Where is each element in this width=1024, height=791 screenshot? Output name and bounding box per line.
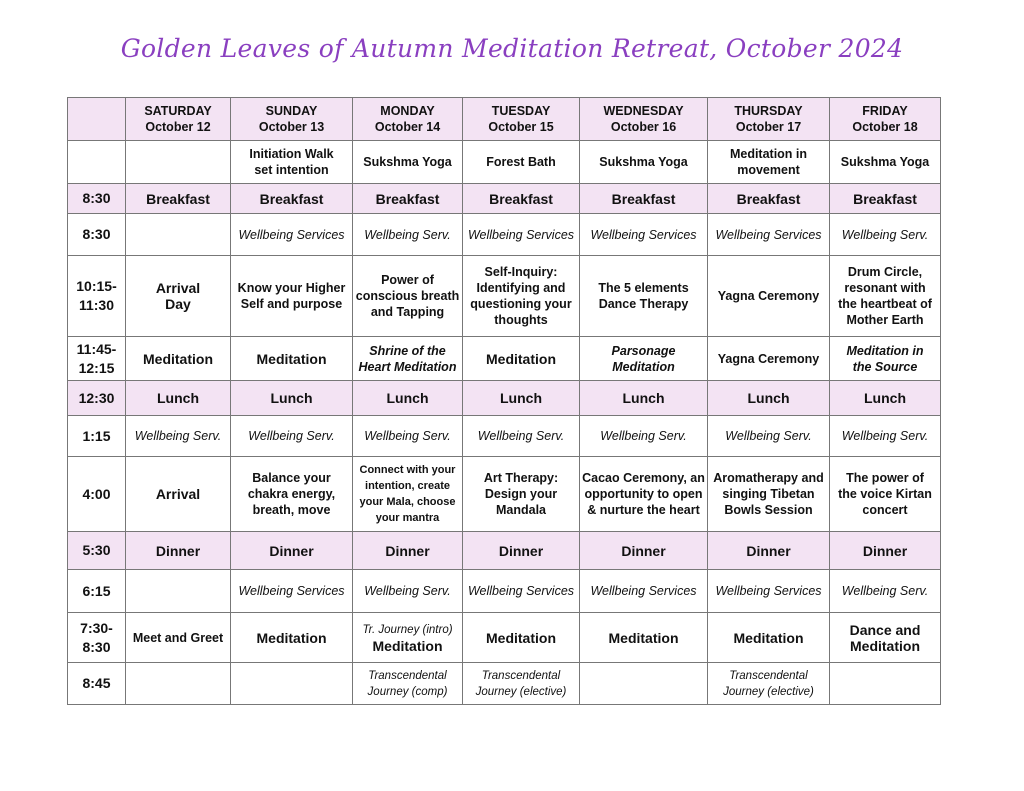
- activity-cell: [126, 570, 231, 613]
- activity-cell: Wellbeing Serv.: [580, 416, 708, 457]
- table-row: [68, 532, 941, 570]
- activity-cell: Transcendental Journey (comp): [353, 663, 463, 705]
- day-header-cell: MONDAY October 14: [353, 98, 463, 141]
- activity-cell: [353, 613, 463, 663]
- time-cell: 6:15: [68, 570, 126, 613]
- table-row: [68, 184, 941, 214]
- activity-cell: Wellbeing Services: [231, 570, 353, 613]
- activity-cell: Dinner: [708, 532, 830, 570]
- activity-cell: [580, 663, 708, 705]
- table-row: [68, 141, 941, 184]
- activity-cell: Forest Bath: [463, 141, 580, 184]
- activity-cell: Power of conscious breath and Tapping: [353, 256, 463, 337]
- table-row: [68, 214, 941, 256]
- activity-cell: [126, 663, 231, 705]
- activity-cell: Wellbeing Serv.: [830, 570, 941, 613]
- activity-cell: Cacao Ceremony, an opportunity to open & nurture the heart: [580, 457, 708, 532]
- activity-cell: Meet and Greet: [126, 613, 231, 663]
- table-row: [68, 256, 941, 337]
- day-header-cell: SATURDAY October 12: [126, 98, 231, 141]
- activity-cell: Aromatherapy and singing Tibetan Bowls Session: [708, 457, 830, 532]
- activity-cell: Arrival Day: [126, 256, 231, 337]
- activity-cell: Wellbeing Services: [580, 570, 708, 613]
- activity-cell: Wellbeing Services: [463, 570, 580, 613]
- activity-cell: Lunch: [353, 381, 463, 416]
- table-row: [68, 381, 941, 416]
- activity-cell: [231, 663, 353, 705]
- schedule-table: [67, 97, 941, 705]
- table-row: [68, 416, 941, 457]
- activity-cell: Breakfast: [353, 184, 463, 214]
- day-header-cell: TUESDAY October 15: [463, 98, 580, 141]
- activity-cell: Dance and Meditation: [830, 613, 941, 663]
- activity-cell: Wellbeing Serv.: [353, 570, 463, 613]
- time-cell: [68, 141, 126, 184]
- time-cell: 4:00: [68, 457, 126, 532]
- activity-cell: Meditation: [708, 613, 830, 663]
- activity-cell: Lunch: [231, 381, 353, 416]
- activity-cell: Transcendental Journey (elective): [708, 663, 830, 705]
- activity-cell: Dinner: [830, 532, 941, 570]
- activity-cell: Parsonage Meditation: [580, 337, 708, 381]
- activity-cell: Breakfast: [830, 184, 941, 214]
- activity-cell: Dinner: [353, 532, 463, 570]
- activity-cell: The 5 elements Dance Therapy: [580, 256, 708, 337]
- table-row: [68, 613, 941, 663]
- time-cell: 10:15- 11:30: [68, 256, 126, 337]
- activity-cell: Connect with your intention, create your Mala, choose your mantra: [353, 457, 463, 532]
- time-cell: 8:45: [68, 663, 126, 705]
- activity-cell: Wellbeing Serv.: [708, 416, 830, 457]
- activity-cell: Yagna Ceremony: [708, 256, 830, 337]
- activity-cell: Breakfast: [580, 184, 708, 214]
- time-cell: 12:30: [68, 381, 126, 416]
- activity-text: Tr. Journey (intro): [362, 623, 453, 636]
- activity-cell: Meditation: [126, 337, 231, 381]
- activity-cell: Lunch: [708, 381, 830, 416]
- activity-cell: Wellbeing Services: [231, 214, 353, 256]
- time-cell: 7:30- 8:30: [68, 613, 126, 663]
- activity-cell: Wellbeing Serv.: [231, 416, 353, 457]
- activity-cell: Lunch: [580, 381, 708, 416]
- table-row: [68, 570, 941, 613]
- activity-cell: Meditation: [580, 613, 708, 663]
- activity-cell: Wellbeing Serv.: [126, 416, 231, 457]
- activity-cell: Meditation: [463, 613, 580, 663]
- activity-cell: Wellbeing Services: [463, 214, 580, 256]
- table-row: [68, 663, 941, 705]
- activity-cell: [126, 141, 231, 184]
- activity-cell: Meditation in the Source: [830, 337, 941, 381]
- activity-cell: Balance your chakra energy, breath, move: [231, 457, 353, 532]
- activity-cell: Lunch: [126, 381, 231, 416]
- activity-cell: Initiation Walk set intention: [231, 141, 353, 184]
- day-header-cell: WEDNESDAY October 16: [580, 98, 708, 141]
- activity-cell: Wellbeing Serv.: [463, 416, 580, 457]
- activity-cell: Meditation: [463, 337, 580, 381]
- time-cell: 8:30: [68, 184, 126, 214]
- activity-cell: Arrival: [126, 457, 231, 532]
- activity-cell: Lunch: [463, 381, 580, 416]
- time-cell: 11:45- 12:15: [68, 337, 126, 381]
- activity-cell: Art Therapy: Design your Mandala: [463, 457, 580, 532]
- time-cell: 5:30: [68, 532, 126, 570]
- activity-cell: Transcendental Journey (elective): [463, 663, 580, 705]
- activity-cell: Self-Inquiry: Identifying and questioning your thoughts: [463, 256, 580, 337]
- table-row: [68, 337, 941, 381]
- activity-cell: Sukshma Yoga: [580, 141, 708, 184]
- time-cell: 1:15: [68, 416, 126, 457]
- day-header-cell: SUNDAY October 13: [231, 98, 353, 141]
- page-title: Golden Leaves of Autumn Meditation Retreat, October 2024: [120, 34, 904, 63]
- activity-cell: Know your Higher Self and purpose: [231, 256, 353, 337]
- activity-cell: Wellbeing Serv.: [830, 416, 941, 457]
- activity-cell: Dinner: [126, 532, 231, 570]
- activity-cell: Breakfast: [126, 184, 231, 214]
- activity-cell: Wellbeing Serv.: [830, 214, 941, 256]
- activity-cell: Lunch: [830, 381, 941, 416]
- activity-cell: Wellbeing Services: [580, 214, 708, 256]
- activity-cell: [126, 214, 231, 256]
- activity-cell: [830, 663, 941, 705]
- activity-text: Meditation: [372, 637, 443, 654]
- activity-cell: Breakfast: [231, 184, 353, 214]
- header-row: [68, 98, 941, 141]
- day-header-cell: [68, 98, 126, 141]
- activity-cell: The power of the voice Kirtan concert: [830, 457, 941, 532]
- activity-cell: Shrine of the Heart Meditation: [353, 337, 463, 381]
- activity-cell: Breakfast: [463, 184, 580, 214]
- activity-cell: Wellbeing Serv.: [353, 416, 463, 457]
- activity-cell: Sukshma Yoga: [353, 141, 463, 184]
- activity-cell: Breakfast: [708, 184, 830, 214]
- time-cell: 8:30: [68, 214, 126, 256]
- activity-cell: Dinner: [463, 532, 580, 570]
- activity-cell: Yagna Ceremony: [708, 337, 830, 381]
- activity-cell: Meditation: [231, 613, 353, 663]
- activity-cell: Meditation: [231, 337, 353, 381]
- activity-cell: Wellbeing Serv.: [353, 214, 463, 256]
- table-row: [68, 457, 941, 532]
- activity-cell: Wellbeing Services: [708, 570, 830, 613]
- activity-cell: Meditation in movement: [708, 141, 830, 184]
- activity-cell: Sukshma Yoga: [830, 141, 941, 184]
- activity-cell: Drum Circle, resonant with the heartbeat of Mother Earth: [830, 256, 941, 337]
- day-header-cell: FRIDAY October 18: [830, 98, 941, 141]
- activity-cell: Dinner: [231, 532, 353, 570]
- activity-cell: Wellbeing Services: [708, 214, 830, 256]
- day-header-cell: THURSDAY October 17: [708, 98, 830, 141]
- activity-cell: Dinner: [580, 532, 708, 570]
